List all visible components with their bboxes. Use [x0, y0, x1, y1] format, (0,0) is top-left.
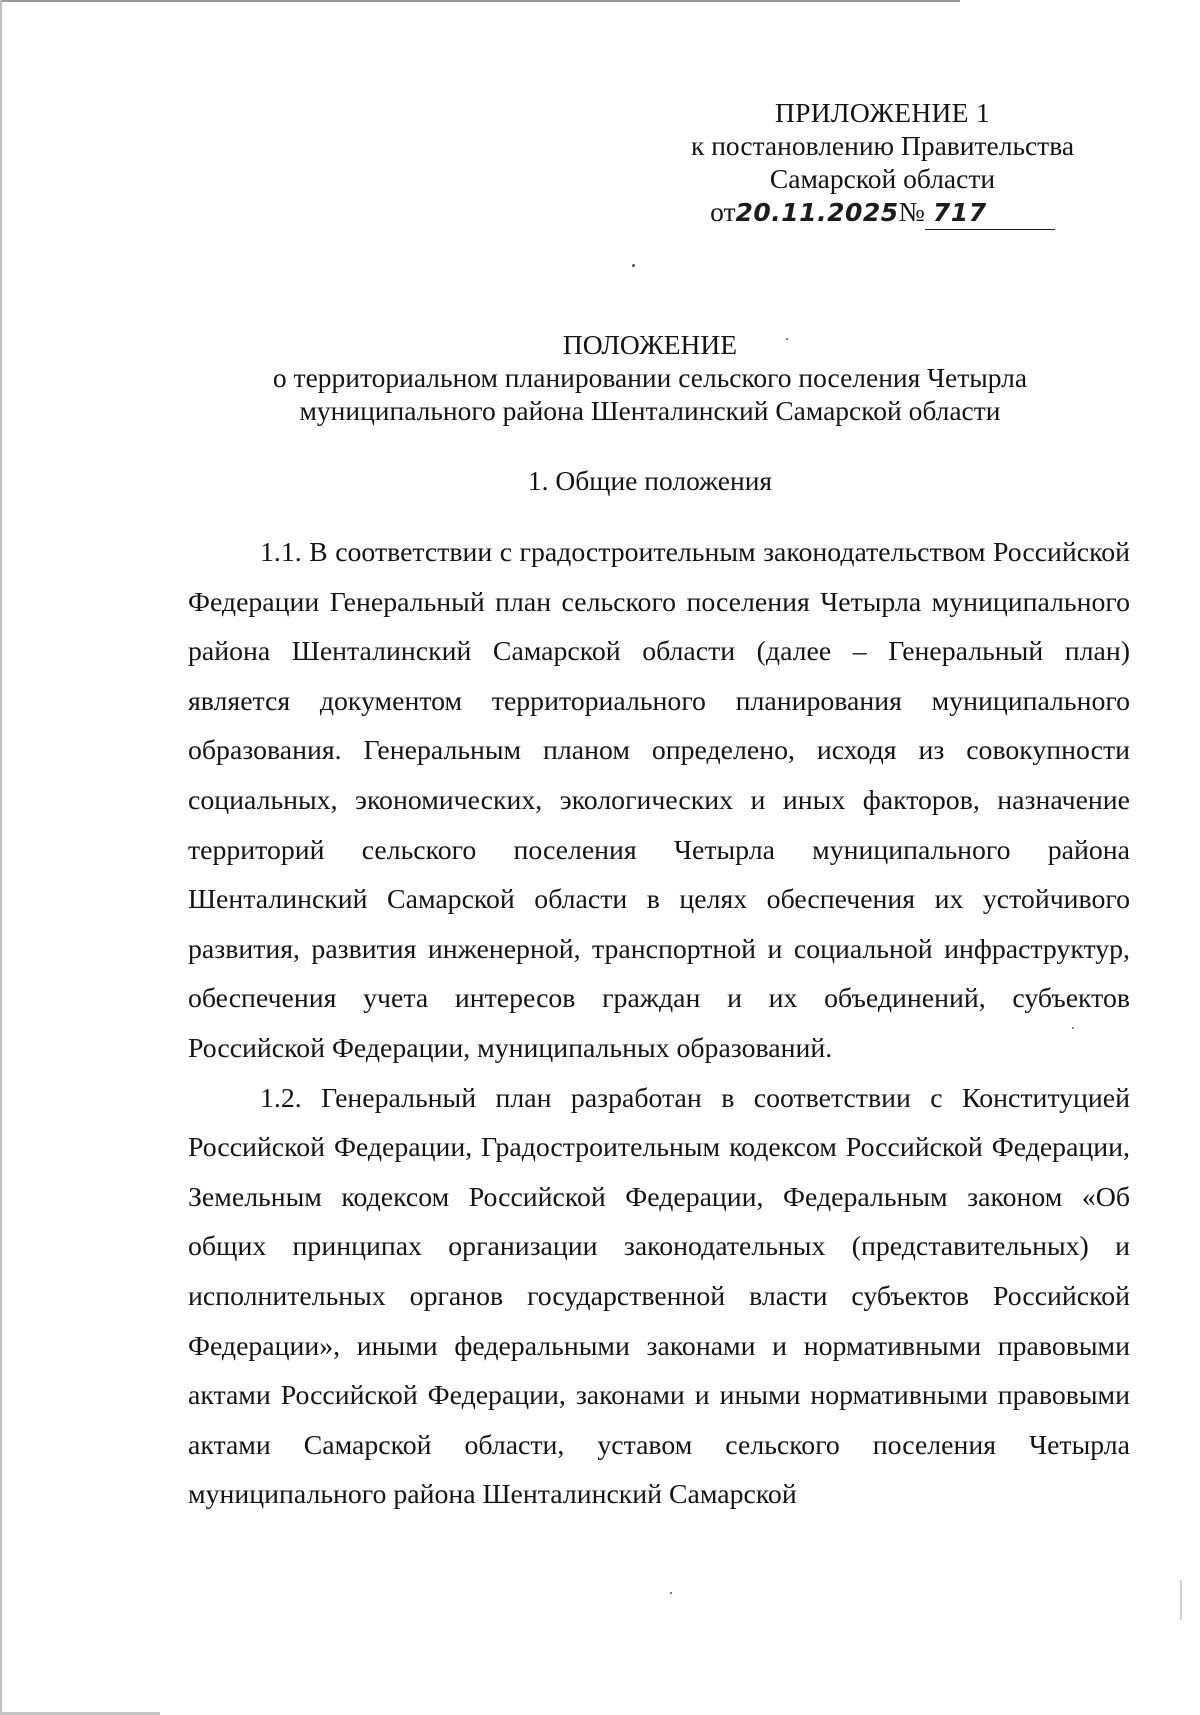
handwritten-number: 717: [925, 196, 1055, 230]
number-prefix: №: [898, 196, 925, 227]
paragraph-1-2: 1.2. Генеральный план разработан в соответствии с Конституцией Российской Федерации, Градостроительным кодексом Российской Федерации, Земельным кодексом Российской Федерации, Федеральным законом «Об общих принципах организации законодательных (представительных) и исполнительных органов государственной власти субъектов Российской Федерации», иными федеральными законами и нормативными правовыми актами Российской Федерации, законами и иными нормативными правовыми актами Самарской области, уставом сельского поселения Четырла муниципального района Шенталинский Самарской: [188, 1082, 1130, 1511]
date-prefix: от: [710, 196, 736, 227]
appendix-date-line: [640, 195, 1125, 230]
document-title-block: [170, 328, 1130, 427]
scan-speck: [670, 1592, 672, 1594]
appendix-header: [640, 96, 1125, 230]
document-title: ПОЛОЖЕНИЕ: [562, 329, 738, 360]
appendix-decree-line: к постановлению Правительства: [690, 130, 1075, 161]
document-subtitle-line-1: о территориальном планировании сельского поселения Четырла: [272, 362, 1028, 393]
section-heading: 1. Общие положения: [527, 465, 773, 496]
scan-edge-top: [0, 0, 960, 2]
handwritten-date: 20.11.2025: [735, 198, 899, 227]
scan-speck: [1180, 1580, 1182, 1620]
section-body: [188, 528, 1130, 1520]
document-subtitle-line-2: муниципального района Шенталинский Самарской области: [299, 395, 1001, 426]
scan-edge-left: [0, 0, 2, 1715]
appendix-region-line: Самарской области: [769, 163, 996, 194]
appendix-title: ПРИЛОЖЕНИЕ 1: [774, 97, 991, 128]
paragraph-1-1: 1.1. В соответствии с градостроительным законодательством Российской Федерации Генеральный план сельского поселения Четырла муниципального района Шенталинский Самарской области (далее – Генеральный план) является документом территориального планирования муниципального образования. Генеральным планом определено, исходя из совокупности социальных, экономических, экологических и иных факторов, назначение территорий сельского поселения Четырла муниципального района Шенталинский Самарской области в целях обеспечения их устойчивого развития, развития инженерной, транспортной и социальной инфраструктур, обеспечения учета интересов граждан и их объединений, субъектов Российской Федерации, муниципальных образований.: [188, 537, 1130, 1064]
scan-speck: [632, 264, 635, 267]
